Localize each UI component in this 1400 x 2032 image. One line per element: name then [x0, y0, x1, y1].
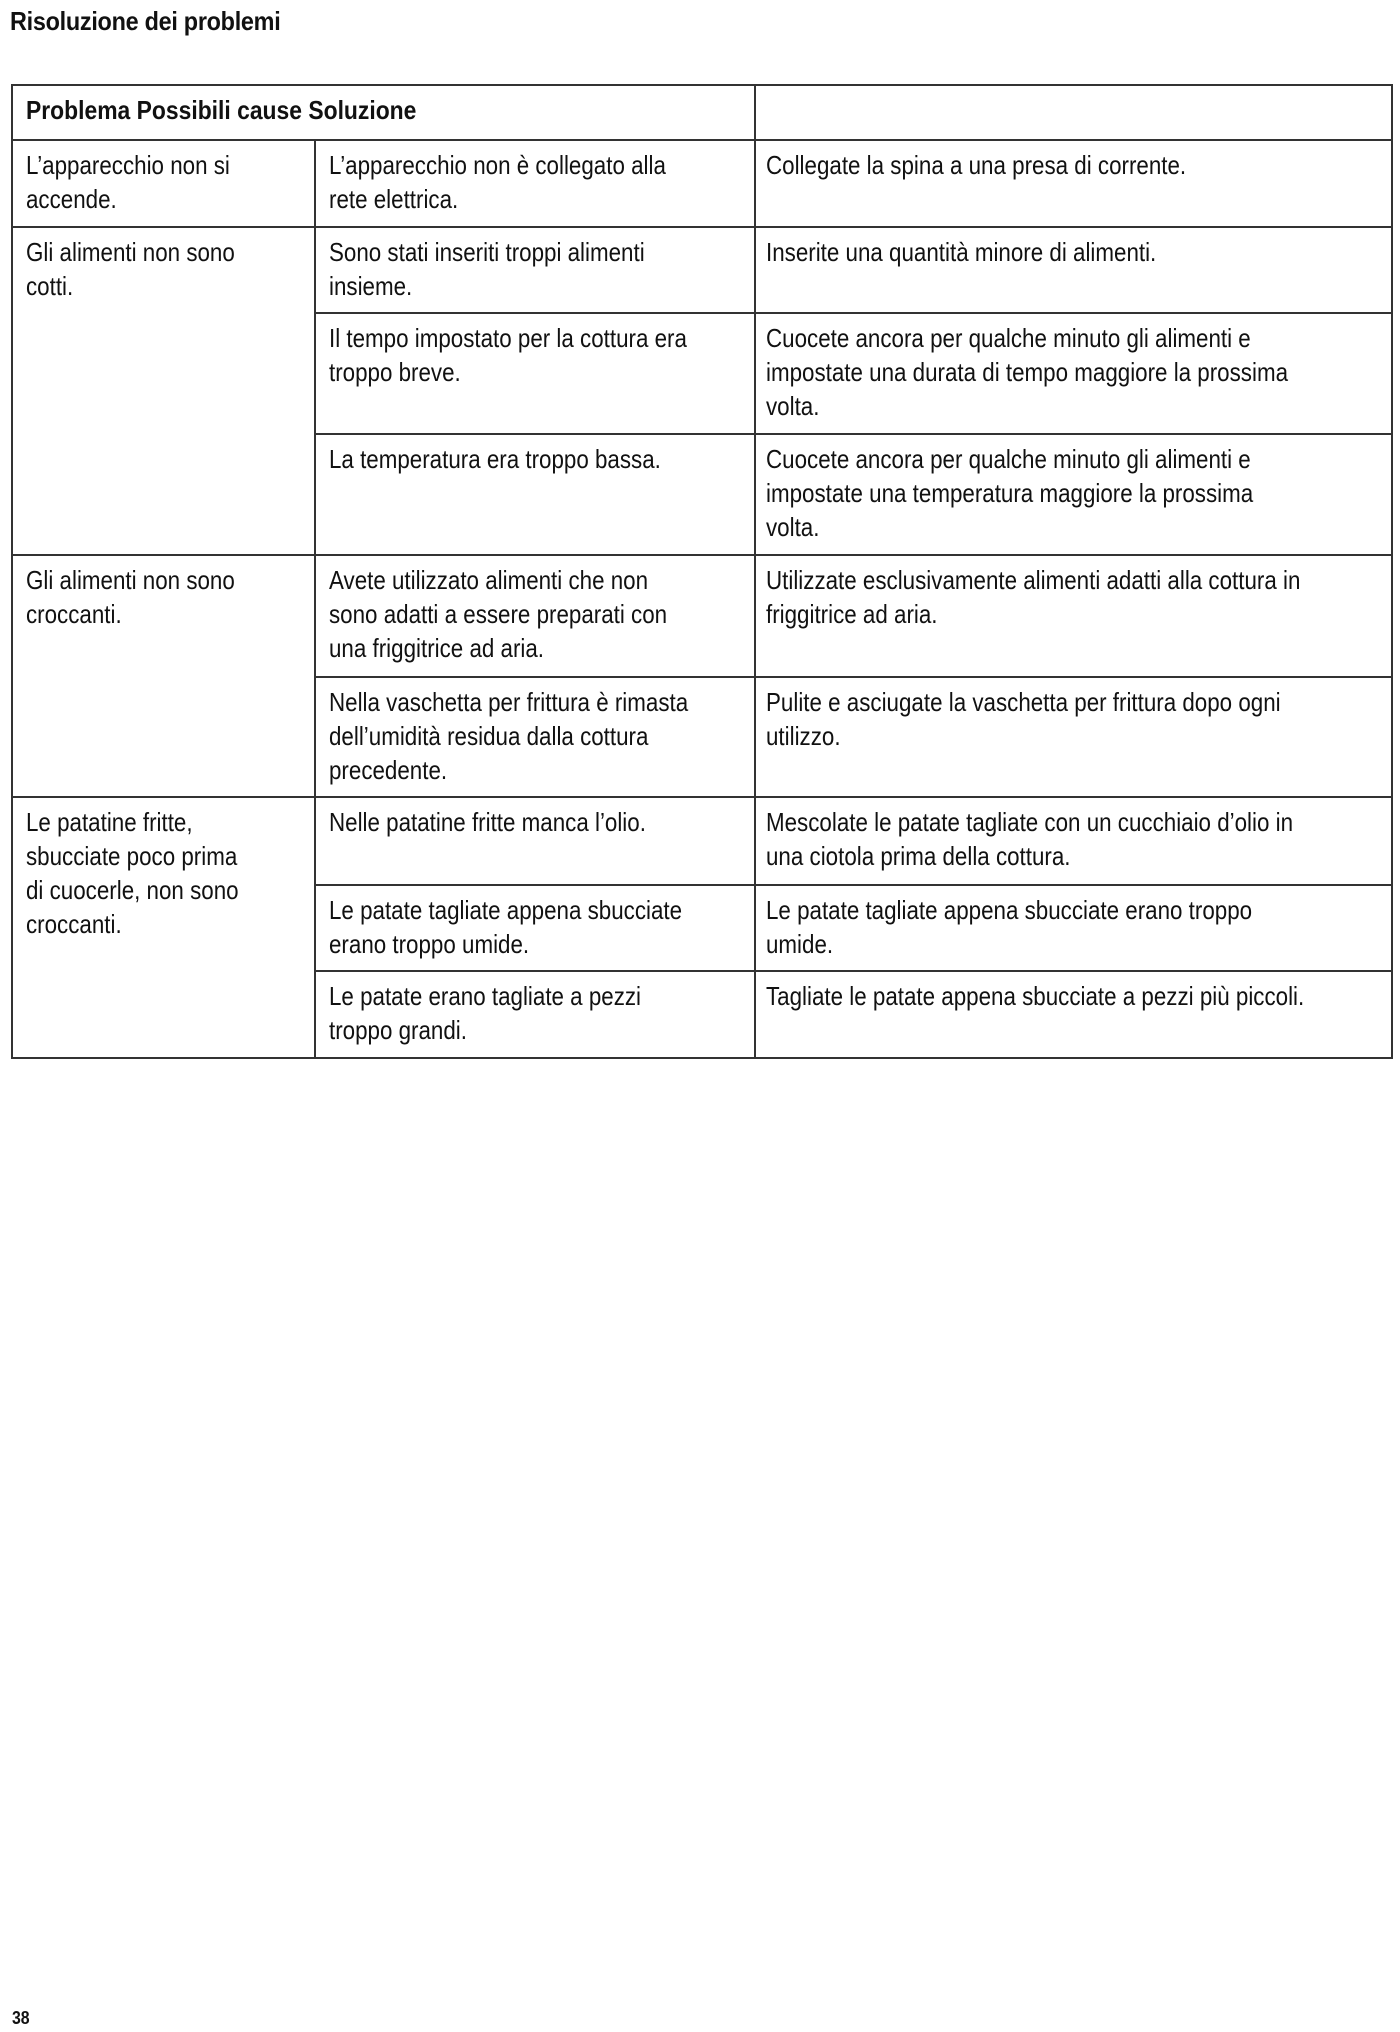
header-divider	[11, 139, 1393, 141]
table-border-left	[11, 84, 13, 1059]
row-divider	[314, 312, 1393, 314]
cause-cell: Sono stati inseriti troppi alimenti insieme.	[329, 237, 645, 301]
problem-cell: Gli alimenti non sono croccanti.	[26, 565, 235, 629]
table-border-right	[1391, 84, 1393, 1059]
table-border-top	[11, 84, 1393, 86]
row-divider	[314, 970, 1393, 972]
column-divider-causes	[314, 139, 316, 1059]
cause-cell: Nelle patatine fritte manca l’olio.	[329, 807, 646, 837]
cause-cell: Il tempo impostato per la cottura era troppo breve.	[329, 323, 687, 387]
solution-cell: Utilizzate esclusivamente alimenti adatti alla cottura in friggitrice ad aria.	[766, 565, 1301, 629]
solution-cell: Cuocete ancora per qualche minuto gli alimenti e impostate una temperatura maggiore la prossima volta.	[766, 444, 1254, 542]
section-title: Risoluzione dei problemi	[10, 6, 281, 36]
row-divider	[314, 884, 1393, 886]
row-divider	[314, 433, 1393, 435]
header-causes: Possibili cause	[136, 95, 302, 125]
solution-cell: Cuocete ancora per qualche minuto gli alimenti e impostate una durata di tempo maggiore la prossima volta.	[766, 323, 1289, 421]
cause-cell: Nella vaschetta per frittura è rimasta dell’umidità residua dalla cottura precedente.	[329, 687, 689, 785]
row-divider	[11, 796, 1393, 798]
cause-cell: L’apparecchio non è collegato alla rete elettrica.	[329, 150, 666, 214]
row-divider	[11, 226, 1393, 228]
solution-cell: Collegate la spina a una presa di corrente.	[766, 150, 1187, 180]
solution-cell: Inserite una quantità minore di alimenti.	[766, 237, 1157, 267]
solution-cell: Mescolate le patate tagliate con un cucchiaio d’olio in una ciotola prima della cottura.	[766, 807, 1294, 871]
solution-cell: Pulite e asciugate la vaschetta per frittura dopo ogni utilizzo.	[766, 687, 1281, 751]
row-divider	[11, 554, 1393, 556]
column-divider-solution	[754, 84, 756, 1059]
cause-cell: Avete utilizzato alimenti che non sono adatti a essere preparati con una friggitrice ad aria.	[329, 565, 668, 663]
problem-cell: Le patatine fritte, sbucciate poco prima di cuocerle, non sono croccanti.	[26, 807, 239, 939]
table-header-row	[26, 93, 416, 127]
problem-cell: Gli alimenti non sono cotti.	[26, 237, 235, 301]
cause-cell: La temperatura era troppo bassa.	[329, 444, 661, 474]
cause-cell: Le patate erano tagliate a pezzi troppo grandi.	[329, 981, 642, 1045]
header-problem: Problema	[26, 95, 131, 125]
header-solution: Soluzione	[308, 95, 417, 125]
solution-cell: Tagliate le patate appena sbucciate a pezzi più piccoli.	[766, 981, 1305, 1011]
table-border-bottom	[11, 1057, 1393, 1059]
solution-cell: Le patate tagliate appena sbucciate erano troppo umide.	[766, 895, 1253, 959]
row-divider	[314, 676, 1393, 678]
cause-cell: Le patate tagliate appena sbucciate erano troppo umide.	[329, 895, 683, 959]
page-number: 38	[12, 2008, 30, 2028]
problem-cell: L’apparecchio non si accende.	[26, 150, 230, 214]
